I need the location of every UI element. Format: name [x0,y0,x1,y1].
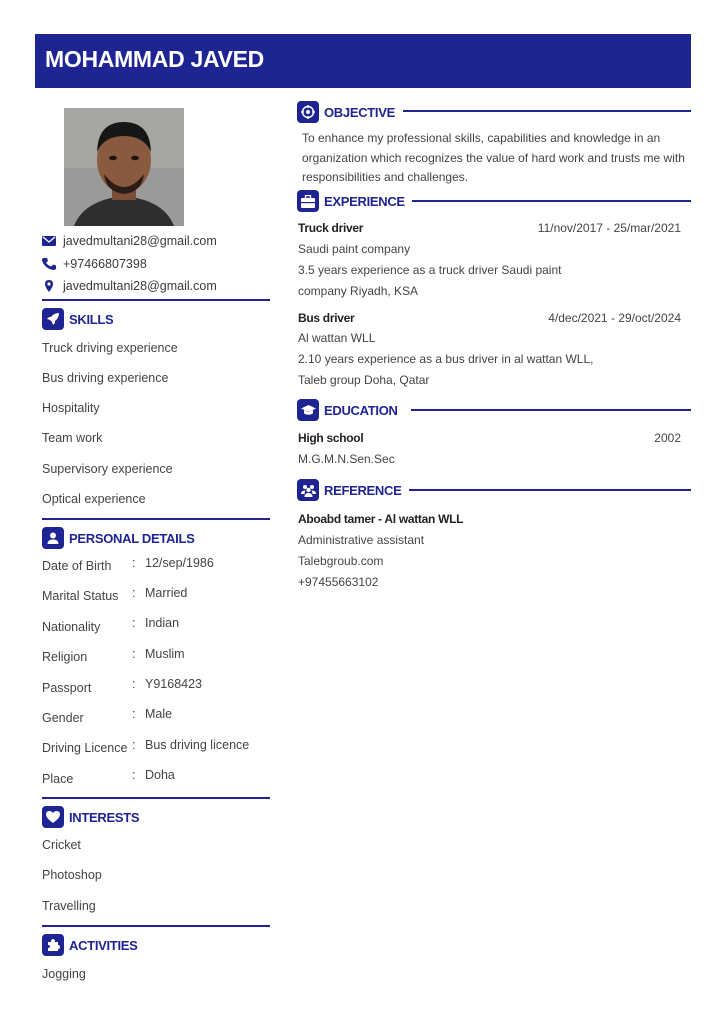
divider [409,489,691,491]
skill-item: Optical experience [42,492,146,506]
interests-title: INTERESTS [69,809,140,825]
detail-label: Passport [42,681,92,695]
job-description: company Riyadh, KSA [298,284,419,298]
detail-label: Nationality [42,620,101,634]
detail-value: 12/sep/1986 [145,556,214,570]
detail-colon: : [132,616,136,630]
job-description: Taleb group Doha, Qatar [298,373,430,387]
job-company: Saudi paint company [298,242,411,256]
person-icon [42,527,64,549]
education-title: EDUCATION [324,402,398,418]
header-bar [35,34,691,88]
candidate-name: MOHAMMAD JAVED [45,46,264,72]
objective-heading [297,101,395,123]
activities-title: ACTIVITIES [69,937,138,953]
contact-email-text: javedmultani28@gmail.com [63,234,217,248]
briefcase-icon [297,190,319,212]
contact-phone-text: +97466807398 [63,257,147,271]
phone-icon [42,258,56,270]
divider [411,409,691,411]
detail-value: Doha [145,768,175,782]
reference-name: Aboabd tamer - Al wattan WLL [298,512,464,526]
rocket-icon [42,308,64,330]
detail-label: Marital Status [42,589,119,603]
interests-heading [42,806,139,828]
divider [42,925,270,927]
job-dates: 11/nov/2017 - 25/mar/2021 [537,221,681,235]
skill-item: Truck driving experience [42,341,178,355]
detail-label: Religion [42,650,88,664]
education-school: M.G.M.N.Sen.Sec [298,452,395,466]
personal-details-title: PERSONAL DETAILS [69,530,195,546]
graduation-cap-icon [297,399,319,421]
job-role: Truck driver [298,221,364,235]
reference-phone: +97455663102 [298,575,379,589]
interest-item: Travelling [42,899,96,913]
activity-item: Jogging [42,967,86,981]
education-degree: High school [298,431,364,445]
detail-colon: : [132,768,136,782]
detail-label: Place [42,772,74,786]
reference-heading [297,479,401,501]
contact-location[interactable] [42,279,217,293]
experience-heading [297,190,405,212]
divider [42,299,270,301]
job-company: Al wattan WLL [298,331,376,345]
puzzle-icon [42,934,64,956]
reference-company: Talebgroub.com [298,554,384,568]
target-icon [297,101,319,123]
skill-item: Team work [42,431,103,445]
detail-value: Male [145,707,173,721]
contact-location-text: javedmultani28@gmail.com [63,279,217,293]
divider [403,110,691,112]
mail-icon [42,235,56,247]
job-description: 3.5 years experience as a truck driver Saudi paint [298,263,562,277]
reference-position: Administrative assistant [298,533,425,547]
skill-item: Hospitality [42,401,100,415]
education-heading [297,399,398,421]
detail-colon: : [132,647,136,661]
detail-label: Gender [42,711,84,725]
detail-label: Date of Birth [42,559,112,573]
interest-item: Cricket [42,838,81,852]
experience-title: EXPERIENCE [324,193,405,209]
detail-colon: : [132,677,136,691]
detail-colon: : [132,586,136,600]
contact-email[interactable] [42,234,217,248]
personal-details-heading [42,527,194,549]
detail-label: Driving Licence [42,741,128,755]
activities-heading [42,934,138,956]
job-role: Bus driver [298,311,355,325]
profile-photo [64,108,184,226]
divider [412,200,691,202]
interest-item: Photoshop [42,868,102,882]
reference-title: REFERENCE [324,482,402,498]
education-year: 2002 [654,431,681,445]
divider [42,518,270,520]
skill-item: Supervisory experience [42,462,173,476]
detail-value: Bus driving licence [145,738,250,752]
divider [42,797,270,799]
job-dates: 4/dec/2021 - 29/oct/2024 [548,311,681,325]
detail-value: Indian [145,616,180,630]
detail-value: Muslim [145,647,185,661]
detail-colon: : [132,556,136,570]
location-pin-icon [42,280,56,292]
skills-heading [42,308,113,330]
group-icon [297,479,319,501]
heart-icon [42,806,64,828]
objective-title: OBJECTIVE [324,104,395,120]
job-description: 2.10 years experience as a bus driver in al wattan WLL, [298,352,594,366]
skill-item: Bus driving experience [42,371,169,385]
objective-text: To enhance my professional skills, capabilities and knowledge in an organization which recognizes the value of hard work and trusts me with responsibilities and challenges. [302,131,685,184]
skills-title: SKILLS [69,311,114,327]
detail-value: Married [145,586,188,600]
contact-phone[interactable] [42,257,147,271]
detail-colon: : [132,738,136,752]
detail-colon: : [132,707,136,721]
detail-value: Y9168423 [145,677,203,691]
